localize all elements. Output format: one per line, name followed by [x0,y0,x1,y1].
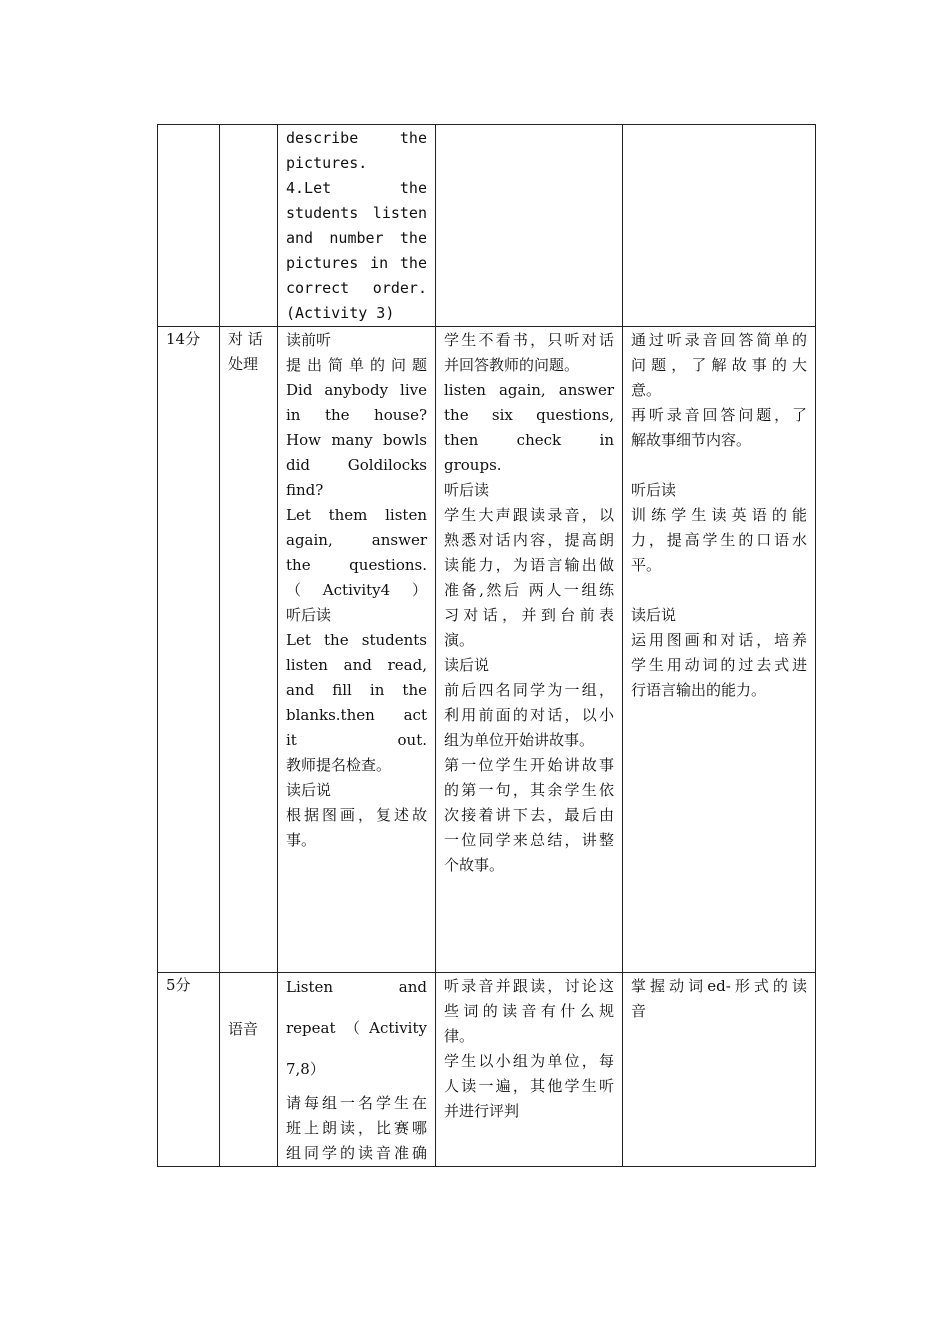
text-line: 个故事。 [444,856,505,874]
lesson-plan-body [158,125,816,1167]
text-line: 演。 [444,631,475,649]
text-line: 解故事细节内容。 [631,431,752,449]
time-label: 5分 [166,976,191,994]
text-line: 根据图画，复述故 [286,806,427,824]
text-line: 一位同学来总结，讲整 [444,831,614,849]
text-line: 平。 [631,556,662,574]
text-line: pictures in the [286,254,427,272]
text-line: 掌握动词ed-形式的读 [631,977,807,995]
text-line: 律。 [444,1027,475,1045]
stage-label-line: 处理 [228,355,259,373]
text-line: describe the [286,129,427,147]
text-line: 并回答教师的问题。 [444,356,580,374]
text-line: Let them listen [286,506,427,524]
text-line: (Activity 3) [286,304,395,322]
text-line: （Activity4） [286,581,427,599]
text-line: 听录音并跟读，讨论这 [444,977,614,995]
text-line: 请每组一名学生在 [286,1094,427,1112]
text-line: 读后说 [631,606,677,624]
time-cell [158,973,220,1167]
text-line: blanks.then act [286,706,427,724]
text-line: 前后四名同学为一组， [444,681,614,699]
text-line: 力，提高学生的口语水 [631,531,807,549]
text-line: 再听录音回答问题，了 [631,406,807,424]
text-line: the questions. [286,556,427,574]
text-line: it out. [286,731,427,749]
text-line: again, answer [286,531,427,549]
text-line: and fill in the [286,681,427,699]
student-activity-cell [436,327,623,973]
text-line: 读前听 [286,331,332,349]
text-line: 听后读 [286,606,332,624]
teacher-activity-cell [278,125,436,327]
stage-cell [220,973,278,1167]
text-line: 意。 [631,381,662,399]
text-line: 读能力，为语言输出做 [444,556,614,574]
text-line: 习对话，并到台前表 [444,606,614,624]
text-line: in the house? [286,406,427,424]
text-line: repeat（Activity [286,1019,427,1037]
text-line: pictures. [286,154,368,172]
text-line: 读后说 [286,781,332,799]
text-line: Did anybody live [286,381,427,399]
text-line: 训练学生读英语的能 [631,506,807,524]
text-line: Listen and [286,978,427,996]
text-line: 准备,然后 两人一组练 [444,581,614,599]
text-line: 音 [631,1002,647,1020]
time-label: 14分 [166,330,201,348]
table-row [158,125,816,327]
stage-label-line: 对 话 [228,330,263,348]
text-line: then check in [444,431,614,449]
time-cell [158,125,220,327]
teacher-activity-cell [278,973,436,1167]
text-line: 人读一遍，其他学生听 [444,1077,614,1095]
text-line: students listen [286,204,427,222]
text-line: 学生大声跟读录音，以 [444,506,614,524]
text-line: 学生不看书，只听对话 [444,331,614,349]
teacher-activity-cell [278,327,436,973]
text-line: 组为单位开始讲故事。 [444,731,595,749]
purpose-cell [623,973,816,1167]
text-line: 次接着讲下去，最后由 [444,806,614,824]
table-row [158,973,816,1167]
text-line: groups. [444,456,502,474]
table-row [158,327,816,973]
text-line: 运用图画和对话，培养 [631,631,807,649]
text-line: 听后读 [631,481,677,499]
lesson-plan-table [157,124,816,1167]
text-line: 学生以小组为单位，每 [444,1052,614,1070]
purpose-cell [623,125,816,327]
text-line: and number the [286,229,427,247]
text-line: 些词的读音有什么规 [444,1002,614,1020]
text-line: did Goldilocks [286,456,427,474]
text-line: 利用前面的对话，以小 [444,706,614,724]
blank-line [631,578,807,603]
text-line: 问题，了解故事的大 [631,356,807,374]
text-line: 7,8） [286,1060,325,1078]
text-line: 的第一句，其余学生依 [444,781,614,799]
text-line: How many bowls [286,431,427,449]
purpose-cell [623,327,816,973]
stage-cell [220,327,278,973]
text-line: 事。 [286,831,317,849]
text-line: correct order. [286,279,427,297]
text-line: the six questions, [444,406,614,424]
text-line: find? [286,481,324,499]
text-line: listen and read, [286,656,427,674]
text-line: listen again, answer [444,381,614,399]
text-line: 学生用动词的过去式进 [631,656,807,674]
text-line: 读后说 [444,656,490,674]
text-line: 第一位学生开始讲故事 [444,756,614,774]
time-cell [158,327,220,973]
text-line: 组同学的读音准确 [286,1144,427,1162]
stage-label-line: 语音 [228,1020,259,1038]
text-line: 听后读 [444,481,490,499]
text-line: 提出简单的问题 [286,356,427,374]
text-line: Let the students [286,631,427,649]
text-line: 班上朗读，比赛哪 [286,1119,427,1137]
student-activity-cell [436,973,623,1167]
text-line: 4.Let the [286,179,427,197]
text-line: 并进行评判 [444,1102,520,1120]
text-line: 通过听录音回答简单的 [631,331,807,349]
text-line: 教师提名检查。 [286,756,392,774]
student-activity-cell [436,125,623,327]
text-line: 行语言输出的能力。 [631,681,767,699]
blank-line [631,453,807,478]
text-line: 熟悉对话内容，提高朗 [444,531,614,549]
stage-cell [220,125,278,327]
